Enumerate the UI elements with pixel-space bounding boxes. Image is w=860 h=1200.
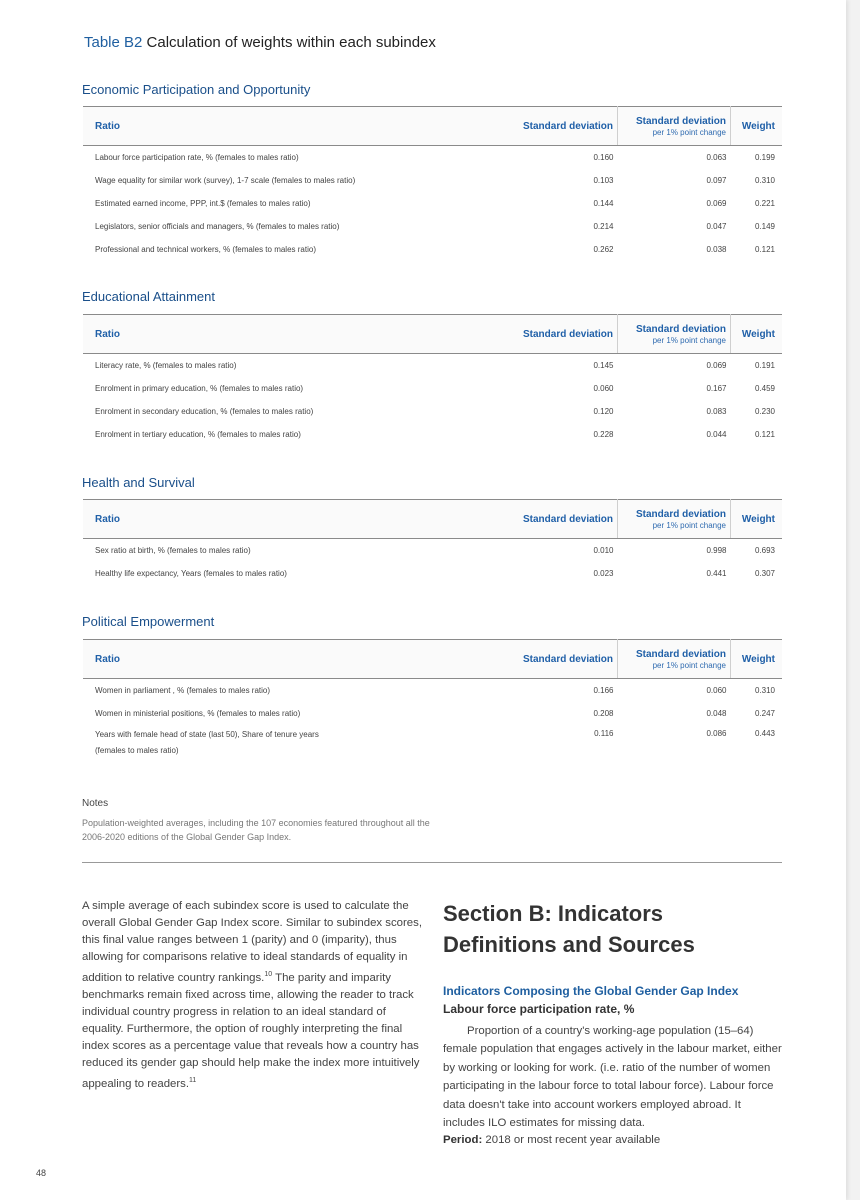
row-sd: 0.010 [593,546,614,555]
notes-title: Notes [82,798,109,809]
col-header-weight: Weight [731,107,783,146]
table-political [83,639,782,763]
row-sd: 0.103 [593,176,614,185]
row-sd-per: 0.998 [706,546,727,555]
row-sd: 0.144 [593,199,614,208]
row-sd: 0.023 [593,569,614,578]
col-header-ratio: Ratio [83,315,493,354]
row-weight: 0.307 [754,569,775,578]
col-header-weight: Weight [731,500,783,539]
table-row [83,238,782,261]
row-sd-per: 0.047 [706,222,727,231]
row-sd: 0.262 [593,245,614,254]
row-sd: 0.145 [593,361,614,370]
table-row [83,423,782,446]
row-label: Enrolment in primary education, % (females to males ratio) [95,384,304,393]
table-row [83,169,782,192]
table-header-row [83,500,782,539]
col-header-sd-per-label: Standard deviation [635,323,726,335]
row-label: Estimated earned income, PPP, int.$ (females to males ratio) [95,199,311,208]
table-row [83,679,782,703]
row-weight: 0.121 [754,430,775,439]
row-sd-per: 0.086 [706,729,727,738]
table-row [83,354,782,378]
row-weight: 0.459 [754,384,775,393]
col-header-sd-per-label: Standard deviation [635,648,726,660]
period-label: Period: [443,1134,483,1146]
row-weight: 0.149 [754,222,775,231]
col-header-sd: Standard deviation [493,500,618,539]
row-sd: 0.120 [593,407,614,416]
table-row [83,725,782,763]
row-weight: 0.230 [754,407,775,416]
col-header-sd: Standard deviation [493,107,618,146]
col-header-sd-per-sub: per 1% point change [652,520,726,530]
row-sd-per: 0.048 [706,709,727,718]
col-header-sd-per [618,107,731,146]
period-line [443,1134,660,1146]
row-label: Labour force participation rate, % (females to males ratio) [95,153,299,162]
row-sd: 0.228 [593,430,614,439]
row-sd-per: 0.044 [706,430,727,439]
table-health [83,499,782,585]
row-weight: 0.693 [754,546,775,555]
row-weight: 0.199 [754,153,775,162]
table-educational [83,314,782,446]
section-title-political: Political Empowerment [82,614,215,629]
table-header-row [83,640,782,679]
row-weight: 0.310 [754,176,775,185]
page-number: 48 [36,1168,47,1178]
row-weight: 0.443 [754,729,775,738]
row-weight: 0.310 [754,686,775,695]
section-b-title-line2: Definitions and Sources [443,932,695,957]
row-sd-per: 0.063 [706,153,727,162]
col-header-sd-per [618,315,731,354]
row-label-line2: (females to males ratio) [95,746,179,755]
body-text-part1: A simple average of each subindex score is used to calculate the overall Global Gender Gap Index score. Similar to subindex scores, this final value ranges between 1 (parity) and 0 (imparity), thus allowing for comparisons relative to ideal standards of equality in addition to relative country rankings. [82,900,422,984]
col-header-sd: Standard deviation [493,640,618,679]
table-row [83,562,782,585]
section-title-health: Health and Survival [82,475,195,490]
section-title-economic: Economic Participation and Opportunity [82,82,311,97]
col-header-weight: Weight [731,315,783,354]
table-header-row [83,315,782,354]
col-header-sd-per-label: Standard deviation [635,508,726,520]
row-sd: 0.160 [593,153,614,162]
row-sd-per: 0.167 [706,384,727,393]
body-text-part2: The parity and imparity benchmarks remain fixed across time, allowing the reader to track individual country progress in relation to an ideal standard of equality. Furthermore, the option of roughly interpreting the final index scores as a percentage value that reveals how a country has reduced its gender gap should help make the index more intuitively appealing to readers. [82,971,420,1090]
row-label: Literacy rate, % (females to males ratio) [95,361,237,370]
table-row [83,215,782,238]
indicators-heading: Indicators Composing the Global Gender Gap Index [443,984,739,998]
row-sd-per: 0.060 [706,686,727,695]
table-economic [83,106,782,261]
section-title-educational: Educational Attainment [82,289,215,304]
indicator-subheading: Labour force participation rate, % [443,1002,635,1016]
row-label: Enrolment in tertiary education, % (females to males ratio) [95,430,301,439]
row-label [83,725,493,763]
table-number: Table B2 [84,34,143,51]
row-weight: 0.191 [754,361,775,370]
row-sd-per: 0.069 [706,199,727,208]
indicator-body: Proportion of a country's working-age population (15–64) female population that engages actively in the labour market, either by working or looking for work. (i.e. ratio of the number of women participating in the labour force to total labour force). Labour force data doesn't take into account workers employed abroad. It includes ILO estimates for missing data. [443,1025,782,1130]
table-title [84,34,436,51]
row-label: Enrolment in secondary education, % (females to males ratio) [95,407,314,416]
section-divider [82,862,782,863]
row-weight: 0.121 [754,245,775,254]
row-weight: 0.221 [754,199,775,208]
row-label: Women in parliament , % (females to males ratio) [95,686,271,695]
row-sd: 0.214 [593,222,614,231]
table-row [83,377,782,400]
col-header-sd-per-sub: per 1% point change [652,660,726,670]
col-header-ratio: Ratio [83,640,493,679]
row-sd: 0.116 [594,729,614,738]
period-value: 2018 or most recent year available [482,1134,661,1146]
table-row [83,192,782,215]
row-label: Women in ministerial positions, % (females to males ratio) [95,709,301,718]
row-sd-per: 0.038 [706,245,727,254]
row-label: Sex ratio at birth, % (females to males ratio) [95,546,251,555]
row-label-line1: Years with female head of state (last 50), Share of tenure years [95,730,319,739]
row-label: Wage equality for similar work (survey), 1-7 scale (females to males ratio) [95,176,356,185]
row-sd: 0.208 [593,709,614,718]
row-sd-per: 0.069 [706,361,727,370]
row-weight: 0.247 [754,709,775,718]
body-paragraph [82,898,422,1093]
table-title-text: Calculation of weights within each subindex [146,34,436,51]
table-row [83,146,782,170]
row-sd: 0.060 [593,384,614,393]
col-header-sd-per [618,640,731,679]
col-header-sd-per-label: Standard deviation [635,115,726,127]
col-header-sd-per-sub: per 1% point change [652,127,726,137]
row-label: Professional and technical workers, % (females to males ratio) [95,245,316,254]
table-row [83,539,782,563]
row-sd: 0.166 [593,686,614,695]
row-sd-per: 0.441 [706,569,727,578]
table-header-row [83,107,782,146]
footnote-ref: 10 [264,971,273,978]
col-header-weight: Weight [731,640,783,679]
table-row [83,400,782,423]
col-header-sd-per-sub: per 1% point change [652,335,726,345]
col-header-ratio: Ratio [83,500,493,539]
row-label: Legislators, senior officials and managers, % (females to males ratio) [95,222,340,231]
col-header-sd: Standard deviation [493,315,618,354]
row-sd-per: 0.083 [706,407,727,416]
notes-text: Population-weighted averages, including the 107 economies featured throughout all the 2006-2020 editions of the Global Gender Gap Index. [82,818,430,842]
table-row [83,702,782,725]
section-b-title [443,898,783,960]
col-header-ratio: Ratio [83,107,493,146]
row-sd-per: 0.097 [706,176,727,185]
footnote-ref: 11 [189,1076,197,1084]
row-label: Healthy life expectancy, Years (females to males ratio) [95,569,287,578]
section-b-title-line1: Section B: Indicators [443,901,664,926]
col-header-sd-per [618,500,731,539]
